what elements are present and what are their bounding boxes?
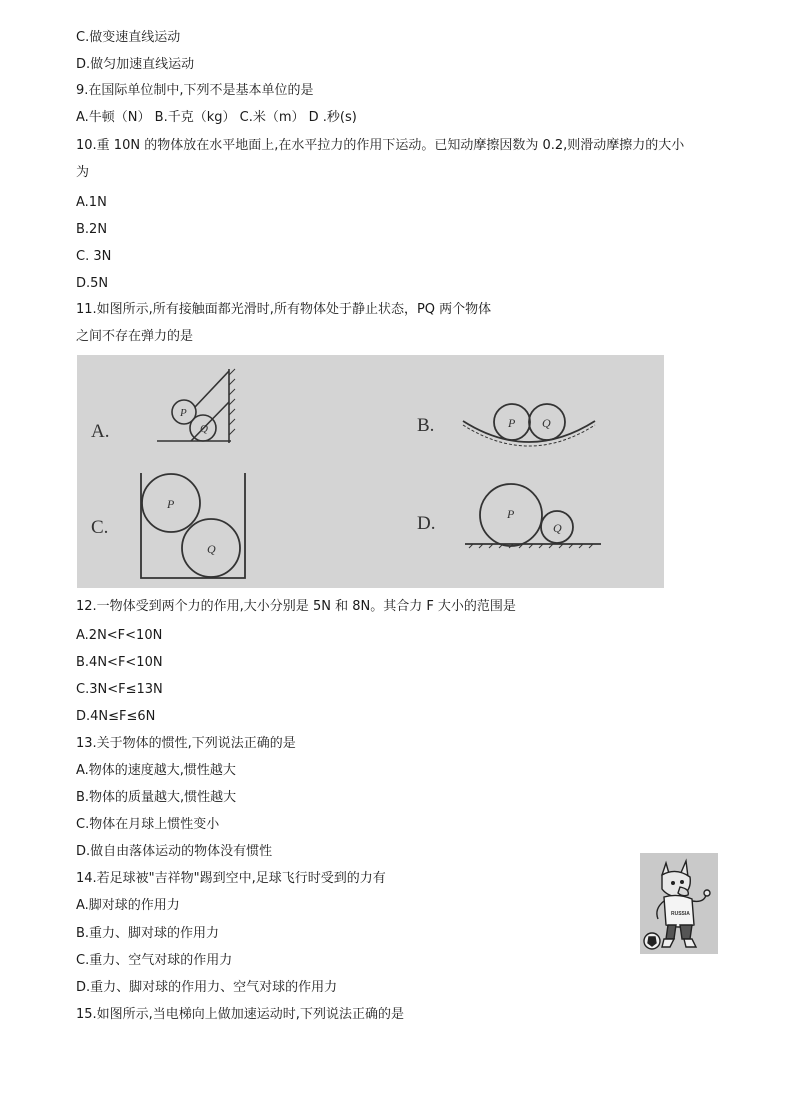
label-c: C. [91, 517, 109, 538]
label-d: D. [417, 513, 436, 534]
ball-q-label-b: Q [542, 416, 551, 430]
diagram-d [465, 484, 601, 548]
four-ball-diagrams [77, 355, 664, 588]
ball-q-label-d: Q [553, 521, 562, 535]
option-d-q8: D.做匀加速直线运动 [76, 57, 195, 72]
option-b-q10: B.2N [76, 222, 108, 237]
ball-p-label-b: P [508, 416, 516, 430]
option-d-q10: D.5N [76, 276, 109, 291]
question-9: 9.在国际单位制中,下列不是基本单位的是 [76, 83, 314, 98]
option-a-q13: A.物体的速度越大,惯性越大 [76, 763, 236, 778]
question-15: 15.如图所示,当电梯向上做加速运动时,下列说法正确的是 [76, 1007, 404, 1022]
mascot-image [640, 853, 718, 954]
option-c-q10: C. 3N [76, 249, 112, 264]
option-a-q14: A.脚对球的作用力 [76, 898, 180, 913]
option-c-q12: C.3N<F≤13N [76, 682, 163, 697]
question-14: 14.若足球被"吉祥物"踢到空中,足球飞行时受到的力有 [76, 871, 386, 886]
option-d-q13: D.做自由落体运动的物体没有惯性 [76, 844, 273, 859]
question-10-cont: 为 [76, 165, 90, 180]
question-11-cont: 之间不存在弹力的是 [76, 329, 194, 344]
option-c-q8: C.做变速直线运动 [76, 30, 181, 45]
option-c-q13: C.物体在月球上惯性变小 [76, 817, 220, 832]
option-d-q14: D.重力、脚对球的作用力、空气对球的作用力 [76, 980, 338, 995]
option-b-q13: B.物体的质量越大,惯性越大 [76, 790, 237, 805]
ball-p-label-a: P [180, 407, 187, 419]
option-a-q10: A.1N [76, 195, 107, 210]
shirt-text: RUSSIA [671, 911, 690, 917]
options-q9: A.牛顿（N） B.千克（kg） C.米（m） D .秒(s) [76, 110, 357, 125]
question-11: 11.如图所示,所有接触面都光滑时,所有物体处于静止状态，PQ 两个物体 [76, 302, 492, 317]
option-d-q12: D.4N≤F≤6N [76, 709, 156, 724]
ball-q-label-c: Q [207, 542, 216, 556]
question-10: 10.重 10N 的物体放在水平地面上,在水平拉力的作用下运动。已知动摩擦因数为 0.2,则滑动摩擦力的大小 [76, 138, 685, 153]
option-c-q14: C.重力、空气对球的作用力 [76, 953, 233, 968]
question-13: 13.关于物体的惯性,下列说法正确的是 [76, 736, 296, 751]
question-12: 12.一物体受到两个力的作用,大小分别是 5N 和 8N。其合力 F 大小的范围是 [76, 599, 516, 614]
ball-p-label-c: P [167, 497, 175, 511]
label-a: A. [91, 421, 110, 442]
ball-p-label-d: P [507, 507, 515, 521]
option-b-q12: B.4N<F<10N [76, 655, 163, 670]
wolf-mascot-illustration [640, 853, 718, 954]
diagram-a [157, 369, 235, 443]
diagram-c [141, 473, 245, 578]
option-a-q12: A.2N<F<10N [76, 628, 163, 643]
option-b-q14: B.重力、脚对球的作用力 [76, 926, 220, 941]
label-b: B. [417, 415, 435, 436]
question-11-figure [77, 355, 664, 588]
ball-q-label-a: Q [200, 423, 208, 435]
diagram-b [463, 404, 595, 446]
